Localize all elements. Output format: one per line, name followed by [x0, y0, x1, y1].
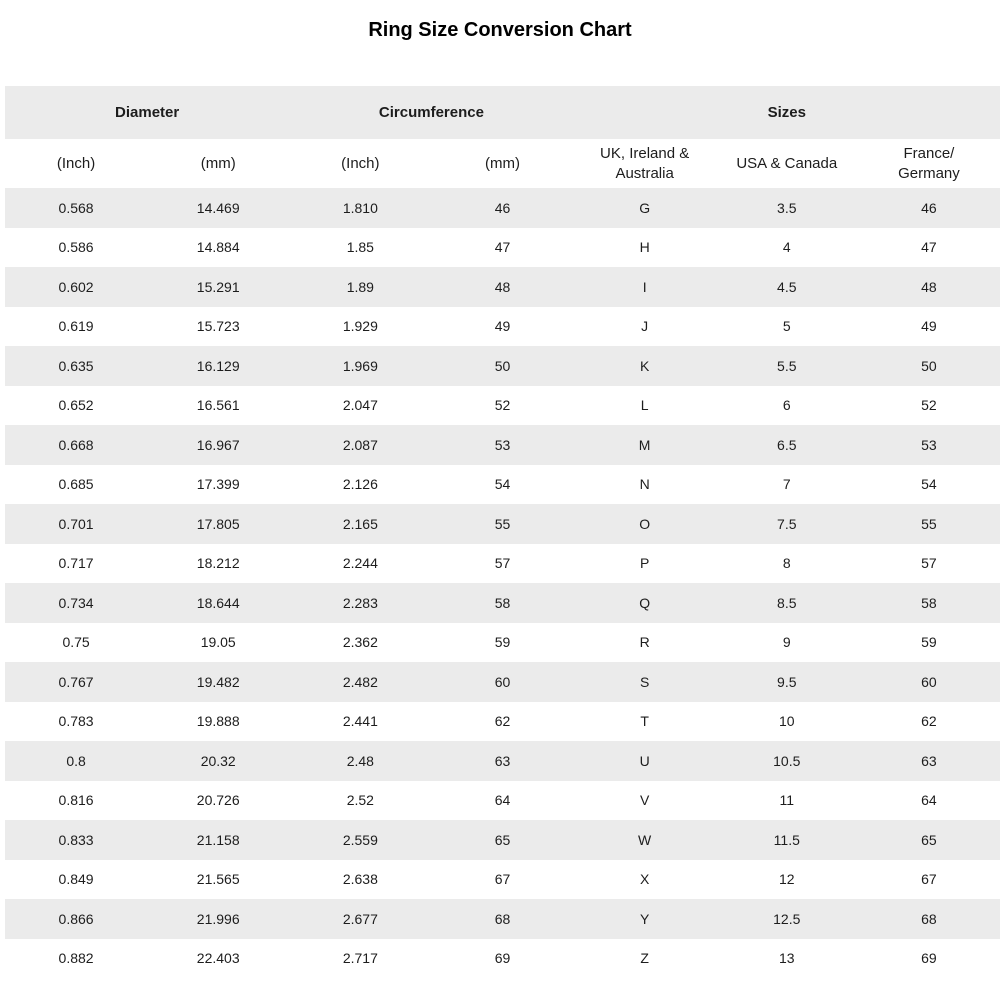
table-row [5, 228, 1000, 268]
table-cell: 1.810 [342, 199, 378, 216]
table-cell: 60 [921, 673, 937, 690]
table-cell: 14.884 [196, 239, 240, 256]
table-cell: 2.677 [342, 910, 378, 927]
table-cell: 0.619 [58, 318, 94, 335]
table-cell: 0.717 [58, 555, 94, 572]
table-cell: 9 [782, 634, 791, 651]
table-cell: 15.291 [196, 278, 240, 295]
table-cell: 53 [494, 436, 511, 453]
table-row [5, 267, 1000, 307]
table-cell: P [639, 555, 650, 572]
table-cell: 46 [921, 199, 937, 216]
table-cell: 14.469 [196, 199, 240, 216]
table-cell: 21.565 [196, 871, 240, 888]
table-cell: 16.561 [196, 397, 240, 414]
table-cell: 68 [494, 910, 511, 927]
table-cell: 17.805 [196, 515, 240, 532]
table-cell: 0.586 [58, 239, 94, 256]
table-cell: 18.644 [196, 594, 240, 611]
table-cell: 1.89 [346, 278, 374, 295]
table-cell: 62 [921, 713, 937, 730]
table-cell: 55 [921, 515, 937, 532]
table-cell: R [639, 634, 650, 651]
table-cell: 21.996 [196, 910, 240, 927]
table-cell: 21.158 [196, 831, 240, 848]
table-cell: 19.482 [196, 673, 240, 690]
table-cell: 69 [494, 950, 511, 967]
group-header-sizes: Sizes [574, 86, 1000, 139]
table-cell: L [640, 397, 649, 414]
table-cell: 16.967 [196, 436, 240, 453]
table-cell: 59 [921, 634, 937, 651]
table-cell: 54 [921, 476, 937, 493]
table-cell: 0.8 [66, 752, 86, 769]
table-cell: U [639, 752, 650, 769]
table-cell: Q [639, 594, 651, 611]
table-cell: 22.403 [196, 950, 240, 967]
column-header-diameter-mm: (mm) [147, 139, 289, 188]
table-cell: 52 [494, 397, 511, 414]
table-cell: 0.882 [58, 950, 94, 967]
table-cell: 54 [494, 476, 511, 493]
table-cell: 67 [921, 871, 937, 888]
table-row [5, 939, 1000, 979]
table-row [5, 583, 1000, 623]
table-cell: N [639, 476, 650, 493]
table-cell: 1.929 [342, 318, 378, 335]
table-cell: 67 [494, 871, 511, 888]
table-cell: J [641, 318, 649, 335]
table-cell: 12.5 [773, 910, 801, 927]
table-cell: G [639, 199, 651, 216]
table-cell: 4 [782, 239, 791, 256]
table-cell: 0.568 [58, 199, 94, 216]
table-cell: 4.5 [777, 278, 797, 295]
table-cell: 46 [494, 199, 511, 216]
column-header-usa-canada: USA & Canada [716, 139, 858, 188]
table-row [5, 899, 1000, 939]
table-cell: 20.726 [196, 792, 240, 809]
table-cell: I [642, 278, 647, 295]
table-cell: 2.482 [342, 673, 378, 690]
table-cell: 58 [494, 594, 511, 611]
table-cell: 9.5 [777, 673, 797, 690]
table-cell: W [638, 831, 652, 848]
group-header-diameter: Diameter [5, 86, 289, 139]
table-cell: 0.652 [58, 397, 94, 414]
table-cell: 64 [921, 792, 937, 809]
table-cell: 2.165 [342, 515, 378, 532]
table-cell: 0.635 [58, 357, 94, 374]
table-cell: 11 [779, 792, 795, 809]
table-cell: 18.212 [196, 555, 240, 572]
table-cell: 63 [494, 752, 511, 769]
table-cell: S [639, 673, 650, 690]
group-header-circumference: Circumference [289, 86, 573, 139]
table-cell: 2.283 [342, 594, 378, 611]
table-cell: 62 [494, 713, 511, 730]
table-cell: 69 [921, 950, 937, 967]
table-cell: O [639, 515, 651, 532]
table-row [5, 702, 1000, 742]
table-cell: Z [640, 950, 649, 967]
table-cell: Y [639, 910, 650, 927]
table-cell: K [639, 357, 650, 374]
table-cell: 0.849 [58, 871, 94, 888]
table-cell: 7.5 [777, 515, 797, 532]
table-cell: 58 [921, 594, 937, 611]
table-cell: T [640, 713, 649, 730]
table-cell: 65 [921, 831, 937, 848]
table-cell: 55 [494, 515, 511, 532]
table-row [5, 425, 1000, 465]
table-cell: 65 [494, 831, 511, 848]
table-cell: 59 [494, 634, 511, 651]
table-cell: 48 [494, 278, 511, 295]
table-cell: 0.668 [58, 436, 94, 453]
table-cell: M [638, 436, 651, 453]
table-cell: 47 [921, 239, 937, 256]
table-cell: 0.767 [58, 673, 94, 690]
table-cell: 2.362 [342, 634, 378, 651]
table-row [5, 662, 1000, 702]
table-cell: 2.087 [342, 436, 378, 453]
table-cell: 64 [494, 792, 511, 809]
table-cell: 2.559 [342, 831, 378, 848]
table-cell: 0.833 [58, 831, 94, 848]
table-header [5, 86, 1000, 188]
table-cell: 49 [921, 318, 937, 335]
page-title: Ring Size Conversion Chart [368, 19, 632, 41]
table-row [5, 820, 1000, 860]
column-header-uk-ireland-australia: UK, Ireland & Australia [574, 139, 716, 188]
table-cell: 10 [778, 713, 795, 730]
column-header-france-germany: France/ Germany [858, 139, 1000, 188]
table-cell: 49 [494, 318, 511, 335]
table-cell: 6 [782, 397, 791, 414]
table-cell: 0.816 [58, 792, 94, 809]
column-header-circumference-inch: (Inch) [289, 139, 431, 188]
table-cell: 8.5 [777, 594, 797, 611]
table-cell: 0.866 [58, 910, 94, 927]
table-cell: 16.129 [196, 357, 240, 374]
table-row [5, 860, 1000, 900]
table-row [5, 465, 1000, 505]
table-cell: 2.717 [342, 950, 378, 967]
table-cell: 68 [921, 910, 937, 927]
table-cell: 2.047 [342, 397, 378, 414]
table-cell: 0.734 [58, 594, 94, 611]
column-header-diameter-inch: (Inch) [5, 139, 147, 188]
group-header-row [5, 86, 1000, 139]
table-row [5, 741, 1000, 781]
table-cell: 50 [494, 357, 511, 374]
table-cell: H [639, 239, 650, 256]
table-cell: 0.701 [58, 515, 94, 532]
table-cell: 47 [494, 239, 511, 256]
table-row [5, 307, 1000, 347]
table-row [5, 504, 1000, 544]
table-cell: 1.969 [342, 357, 378, 374]
table-cell: 57 [494, 555, 511, 572]
table-cell: 57 [921, 555, 937, 572]
table-cell: 2.638 [342, 871, 378, 888]
table-cell: 13 [778, 950, 795, 967]
table-row [5, 386, 1000, 426]
table-cell: 7 [782, 476, 791, 493]
table-cell: 53 [921, 436, 937, 453]
table-cell: 60 [494, 673, 511, 690]
table-cell: 20.32 [200, 752, 236, 769]
table-cell: 2.48 [346, 752, 374, 769]
table-cell: 8 [782, 555, 791, 572]
table-cell: 19.888 [196, 713, 240, 730]
table-cell: 10.5 [773, 752, 801, 769]
table-cell: 52 [921, 397, 937, 414]
table-cell: 63 [921, 752, 937, 769]
table-row [5, 544, 1000, 584]
column-header-row [5, 139, 1000, 188]
table-cell: 19.05 [200, 634, 236, 651]
table-cell: 5.5 [777, 357, 797, 374]
table-cell: 11.5 [773, 831, 800, 848]
table-cell: 2.52 [346, 792, 374, 809]
table-cell: 2.126 [342, 476, 378, 493]
table-body [5, 188, 1000, 978]
table-cell: 48 [921, 278, 937, 295]
table-cell: 1.85 [346, 239, 374, 256]
table-cell: 15.723 [196, 318, 240, 335]
table-cell: 0.602 [58, 278, 94, 295]
table-row [5, 623, 1000, 663]
ring-size-table [5, 86, 1000, 978]
table-cell: 0.75 [62, 634, 90, 651]
table-cell: 50 [921, 357, 937, 374]
table-cell: 2.441 [342, 713, 378, 730]
table-cell: 0.783 [58, 713, 94, 730]
table-row [5, 781, 1000, 821]
table-row [5, 188, 1000, 228]
table-cell: 12 [778, 871, 795, 888]
column-header-circumference-mm: (mm) [431, 139, 573, 188]
table-cell: 5 [782, 318, 791, 335]
table-cell: 2.244 [342, 555, 378, 572]
table-cell: V [639, 792, 650, 809]
table-cell: 3.5 [777, 199, 797, 216]
table-cell: 17.399 [196, 476, 240, 493]
ring-size-chart-page [0, 19, 1000, 1000]
table-row [5, 346, 1000, 386]
table-cell: 6.5 [777, 436, 797, 453]
table-cell: 0.685 [58, 476, 94, 493]
table-cell: X [639, 871, 650, 888]
